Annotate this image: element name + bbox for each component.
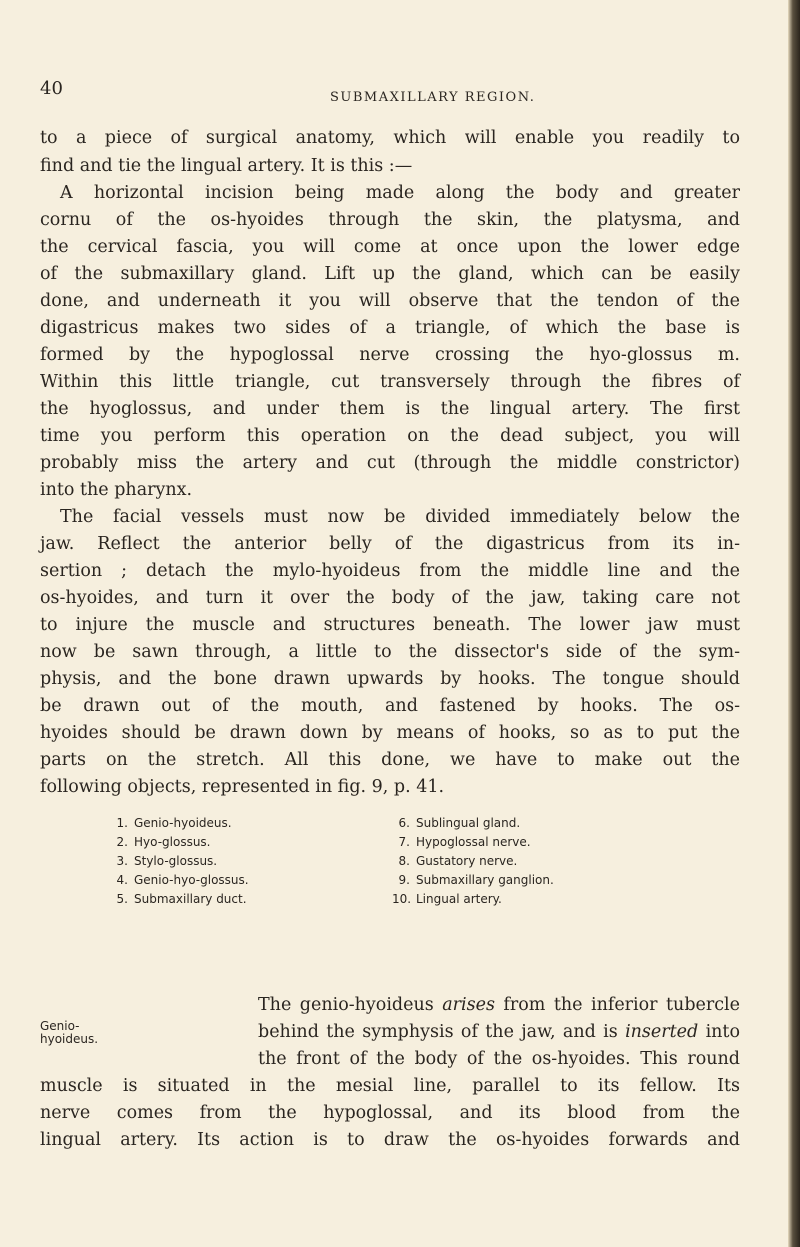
text-line: The facial vessels must now be divided immediately below the [60, 507, 740, 527]
text-segment: from the inferior tubercle [494, 995, 740, 1015]
legend-item-label: Submaxillary duct. [134, 892, 247, 906]
legend-item [392, 855, 517, 867]
text-line: to a piece of surgical anatomy, which will enable you readily to [40, 128, 740, 148]
legend-item-label: Sublingual gland. [416, 816, 521, 830]
text-line: following objects, represented in fig. 9, p. 41. [40, 777, 445, 797]
legend-item-number: 7. [398, 835, 410, 849]
text-line: muscle is situated in the mesial line, parallel to its fellow. Its [40, 1076, 740, 1096]
marginal-note [40, 1020, 100, 1046]
text-segment: into [698, 1022, 740, 1042]
legend-item [392, 874, 554, 886]
text-line: the hyoglossus, and under them is the lingual artery. The first [40, 399, 740, 419]
emphasis-text: arises [442, 995, 495, 1015]
emphasis-text: inserted [625, 1022, 699, 1042]
marginal-note-line: Genio- [40, 1019, 80, 1033]
legend-item-number: 9. [398, 873, 410, 887]
text-line: nerve comes from the hypoglossal, and its blood from the [40, 1103, 740, 1123]
text-line: now be sawn through, a little to the dissector's side of the sym- [40, 642, 740, 662]
legend-item-number: 2. [116, 835, 128, 849]
running-head: SUBMAXILLARY REGION. [330, 90, 536, 105]
legend-item [392, 817, 520, 829]
text-line: A horizontal incision being made along the body and greater [60, 183, 740, 203]
text-line: lingual artery. Its action is to draw the os-hyoides forwards and [40, 1130, 740, 1150]
legend-item-number: 1. [116, 816, 128, 830]
legend-item [392, 893, 502, 905]
legend-item-label: Lingual artery. [416, 892, 502, 906]
text-line: done, and underneath it you will observe that the tendon of the [40, 291, 740, 311]
text-line [258, 997, 740, 1015]
legend-item-label: Hypoglossal nerve. [416, 835, 531, 849]
legend-item-label: Submaxillary ganglion. [416, 873, 554, 887]
text-segment: The genio-hyoideus [258, 995, 443, 1015]
legend-item [110, 874, 249, 886]
legend-item [110, 893, 247, 905]
legend-item [110, 855, 217, 867]
text-line: the front of the body of the os-hyoides. This round [258, 1049, 740, 1069]
text-line: cornu of the os-hyoides through the skin, the platysma, and [40, 210, 740, 230]
page-number: 40 [40, 78, 63, 99]
text-line: os-hyoides, and turn it over the body of the jaw, taking care not [40, 588, 740, 608]
text-line: probably miss the artery and cut (through the middle constrictor) [40, 453, 740, 473]
legend-item-number: 3. [116, 854, 128, 868]
legend-item-number: 4. [116, 873, 128, 887]
legend-item-number: 6. [398, 816, 410, 830]
legend-item-label: Hyo-glossus. [134, 835, 211, 849]
text-line: physis, and the bone drawn upwards by hooks. The tongue should [40, 669, 740, 689]
text-line: find and tie the lingual artery. It is this :— [40, 156, 413, 176]
legend-item-number: 5. [116, 892, 128, 906]
text-line: to injure the muscle and structures beneath. The lower jaw must [40, 615, 740, 635]
text-line: time you perform this operation on the dead subject, you will [40, 426, 740, 446]
text-line: of the submaxillary gland. Lift up the gland, which can be easily [40, 264, 740, 284]
legend-item-number: 10. [392, 892, 412, 906]
legend-item-label: Genio-hyo-glossus. [134, 873, 249, 887]
text-line: into the pharynx. [40, 480, 193, 500]
legend-item-number: 8. [398, 854, 410, 868]
legend-item-label: Genio-hyoideus. [134, 816, 232, 830]
legend-item-label: Stylo-glossus. [134, 854, 218, 868]
text-line: parts on the stretch. All this done, we have to make out the [40, 750, 740, 770]
legend-item [110, 836, 211, 848]
legend-item [110, 817, 232, 829]
page-binding-edge [788, 0, 800, 1247]
text-line: hyoides should be drawn down by means of hooks, so as to put the [40, 723, 740, 743]
text-segment: behind the symphysis of the jaw, and is [258, 1022, 626, 1042]
text-line: be drawn out of the mouth, and fastened by hooks. The os- [40, 696, 740, 716]
text-line: formed by the hypoglossal nerve crossing the hyo-glossus m. [40, 345, 740, 365]
text-line: the cervical fascia, you will come at once upon the lower edge [40, 237, 740, 257]
text-line [258, 1024, 740, 1042]
legend-item-label: Gustatory nerve. [416, 854, 518, 868]
text-line: sertion ; detach the mylo-hyoideus from the middle line and the [40, 561, 740, 581]
text-line: digastricus makes two sides of a triangle, of which the base is [40, 318, 740, 338]
text-line: jaw. Reflect the anterior belly of the digastricus from its in- [40, 534, 740, 554]
text-line: Within this little triangle, cut transversely through the fibres of [40, 372, 740, 392]
marginal-note-line: hyoideus. [40, 1032, 99, 1046]
legend-item [392, 836, 531, 848]
